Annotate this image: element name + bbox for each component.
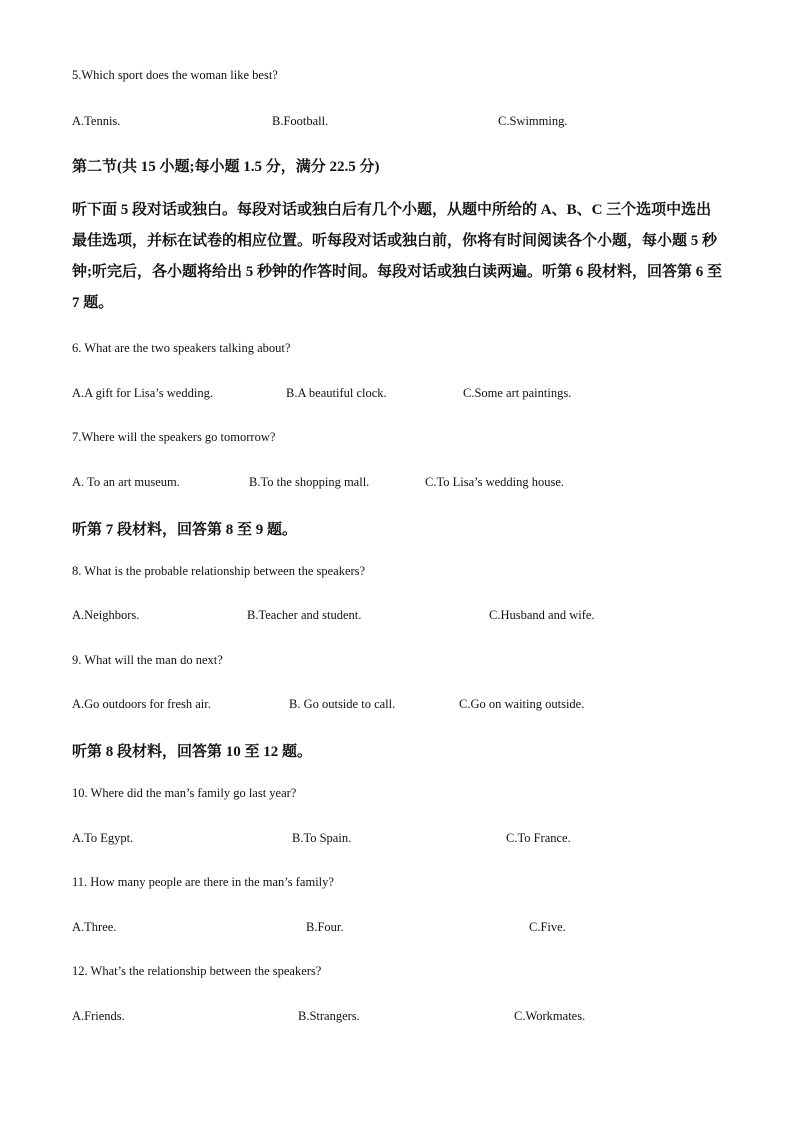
question-5: 5.Which sport does the woman like best?: [72, 68, 278, 82]
question-6-option-c: C.Some art paintings.: [463, 386, 572, 400]
question-11-option-c: C.Five.: [529, 920, 566, 934]
question-12-option-c: C.Workmates.: [514, 1009, 586, 1023]
question-8: 8. What is the probable relationship between the speakers?: [72, 564, 366, 578]
question-12-option-b: B.Strangers.: [298, 1009, 360, 1023]
question-7-option-c: C.To Lisa’s wedding house.: [425, 475, 565, 489]
question-5-option-b: B.Football.: [272, 114, 329, 128]
question-12-option-a: A.Friends.: [72, 1009, 125, 1023]
question-11: 11. How many people are there in the man’s family?: [72, 875, 334, 889]
question-8-option-a: A.Neighbors.: [72, 608, 140, 622]
question-11-option-a: A.Three.: [72, 920, 117, 934]
section-2-title: 第二节(共 15 小题;每小题 1.5 分，满分 22.5 分): [72, 159, 380, 175]
question-11-option-b: B.Four.: [306, 920, 344, 934]
question-6-option-b: B.A beautiful clock.: [286, 386, 387, 400]
question-8-option-b: B.Teacher and student.: [247, 608, 362, 622]
question-5-option-a: A.Tennis.: [72, 114, 121, 128]
section-2-instructions: 听下面 5 段对话或独白。每段对话或独白后有几个小题，从题中所给的 A、B、C 三个选项中选出最佳选项，并标在试卷的相应位置。听每段对话或独白前，你将有时间阅读各个小题，每小题 5 秒钟;听完后，各小题将给出 5 秒钟的作答时间。每段对话或独白读两遍。听第 6 段材料，回答第 6 至 7 题。: [72, 202, 722, 311]
question-9: 9. What will the man do next?: [72, 653, 223, 667]
question-9-option-a: A.Go outdoors for fresh air.: [72, 697, 211, 711]
question-10-option-b: B.To Spain.: [292, 831, 352, 845]
question-10-option-c: C.To France.: [506, 831, 571, 845]
question-10-option-a: A.To Egypt.: [72, 831, 134, 845]
question-5-option-c: C.Swimming.: [498, 114, 568, 128]
listen-passage-8-heading: 听第 8 段材料，回答第 10 至 12 题。: [72, 744, 313, 760]
question-6: 6. What are the two speakers talking about?: [72, 341, 291, 355]
question-12: 12. What’s the relationship between the speakers?: [72, 964, 322, 978]
question-9-option-b: B. Go outside to call.: [289, 697, 396, 711]
question-10: 10. Where did the man’s family go last year?: [72, 786, 297, 800]
question-7-option-a: A. To an art museum.: [72, 475, 180, 489]
question-8-option-c: C.Husband and wife.: [489, 608, 595, 622]
question-7-option-b: B.To the shopping mall.: [249, 475, 370, 489]
listen-passage-7-heading: 听第 7 段材料，回答第 8 至 9 题。: [72, 522, 298, 538]
question-7: 7.Where will the speakers go tomorrow?: [72, 430, 276, 444]
question-9-option-c: C.Go on waiting outside.: [459, 697, 585, 711]
question-6-option-a: A.A gift for Lisa’s wedding.: [72, 386, 213, 400]
